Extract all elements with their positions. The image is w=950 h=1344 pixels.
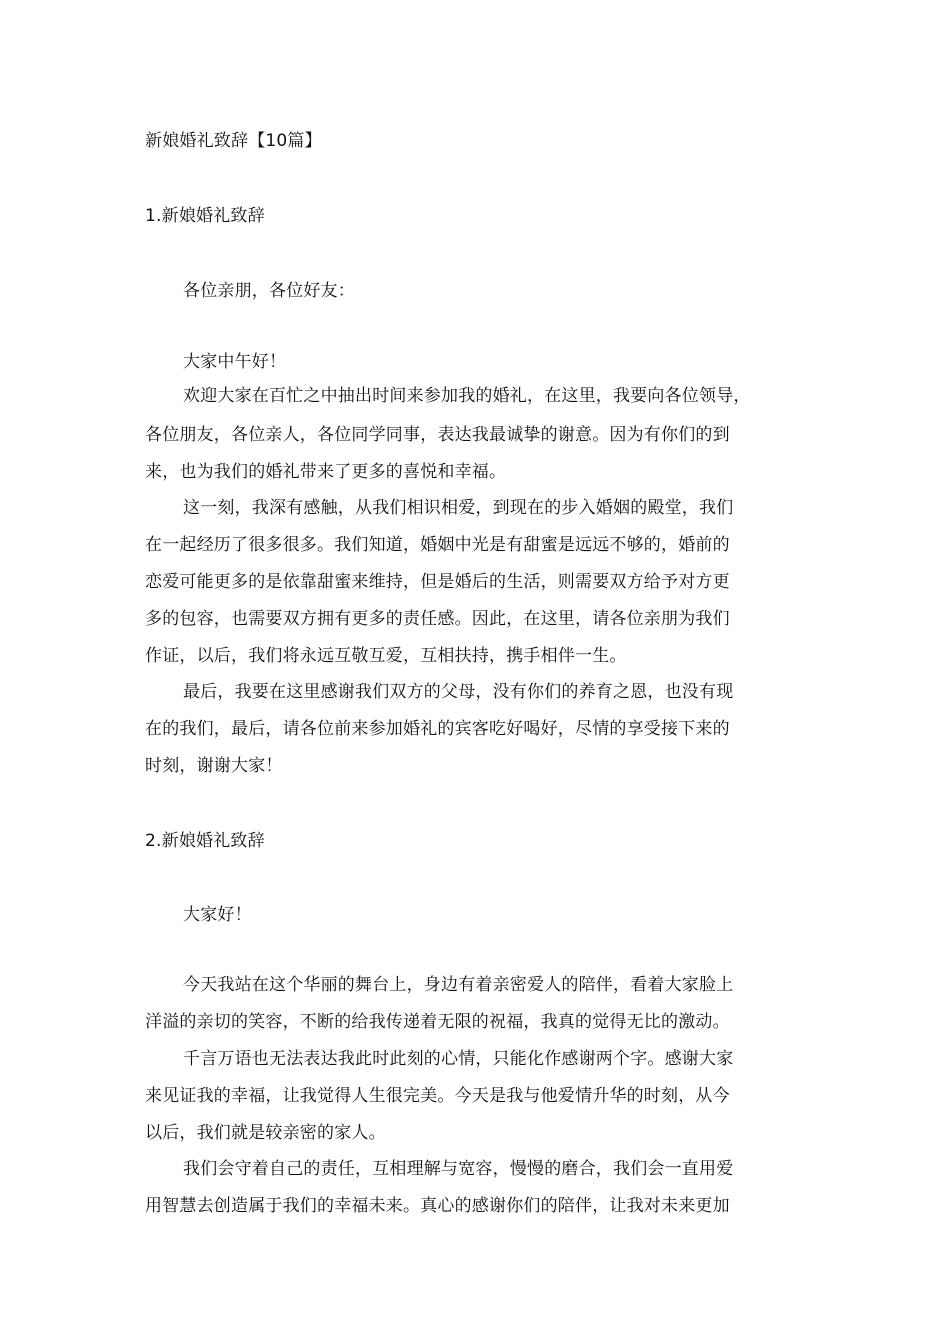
section-2-line: 今天我站在这个华丽的舞台上，身边有着亲密爱人的陪伴，看着大家脸上 — [183, 975, 734, 995]
document-title: 新娘婚礼致辞【10篇】 — [145, 131, 322, 151]
section-1-line: 作证，以后，我们将永远互敬互爱，互相扶持，携手相伴一生。 — [145, 646, 627, 666]
section-2-line: 用智慧去创造属于我们的幸福未来。真心的感谢你们的陪伴，让我对未来更加 — [145, 1196, 730, 1216]
section-1-line: 这一刻，我深有感触，从我们相识相爱，到现在的步入婚姻的殿堂，我们 — [183, 498, 734, 518]
section-1-line: 时刻，谢谢大家！ — [145, 756, 283, 776]
section-1-line: 欢迎大家在百忙之中抽出时间来参加我的婚礼，在这里，我要向各位领导， — [183, 386, 751, 406]
section-1-line: 多的包容，也需要双方拥有更多的责任感。因此，在这里，请各位亲朋为我们 — [145, 609, 730, 629]
section-2-line: 千言万语也无法表达我此时此刻的心情，只能化作感谢两个字。感谢大家 — [183, 1049, 734, 1069]
section-1-salutation: 各位亲朋，各位好友： — [183, 281, 355, 301]
section-1-line: 最后，我要在这里感谢我们双方的父母，没有你们的养育之恩，也没有现 — [183, 682, 734, 702]
section-2-heading: 2.新娘婚礼致辞 — [145, 831, 265, 851]
section-2-greeting: 大家好！ — [183, 905, 252, 925]
section-1-line: 来，也为我们的婚礼带来了更多的喜悦和幸福。 — [145, 462, 507, 482]
section-1-greeting: 大家中午好！ — [183, 352, 287, 372]
section-2-line: 洋溢的亲切的笑容，不断的给我传递着无限的祝福，我真的觉得无比的激动。 — [145, 1012, 730, 1032]
section-2-line: 我们会守着自己的责任，互相理解与宽容，慢慢的磨合，我们会一直用爱 — [183, 1159, 734, 1179]
section-2-line: 来见证我的幸福，让我觉得人生很完美。今天是我与他爱情升华的时刻，从今 — [145, 1086, 730, 1106]
section-1-line: 在的我们，最后，请各位前来参加婚礼的宾客吃好喝好，尽情的享受接下来的 — [145, 719, 730, 739]
section-2-line: 以后，我们就是较亲密的家人。 — [145, 1123, 386, 1143]
section-1-heading: 1.新娘婚礼致辞 — [145, 206, 265, 226]
section-1-line: 恋爱可能更多的是依靠甜蜜来维持，但是婚后的生活，则需要双方给予对方更 — [145, 572, 730, 592]
section-1-line: 各位朋友，各位亲人，各位同学同事，表达我最诚挚的谢意。因为有你们的到 — [145, 425, 730, 445]
section-1-line: 在一起经历了很多很多。我们知道，婚姻中光是有甜蜜是远远不够的，婚前的 — [145, 535, 730, 555]
